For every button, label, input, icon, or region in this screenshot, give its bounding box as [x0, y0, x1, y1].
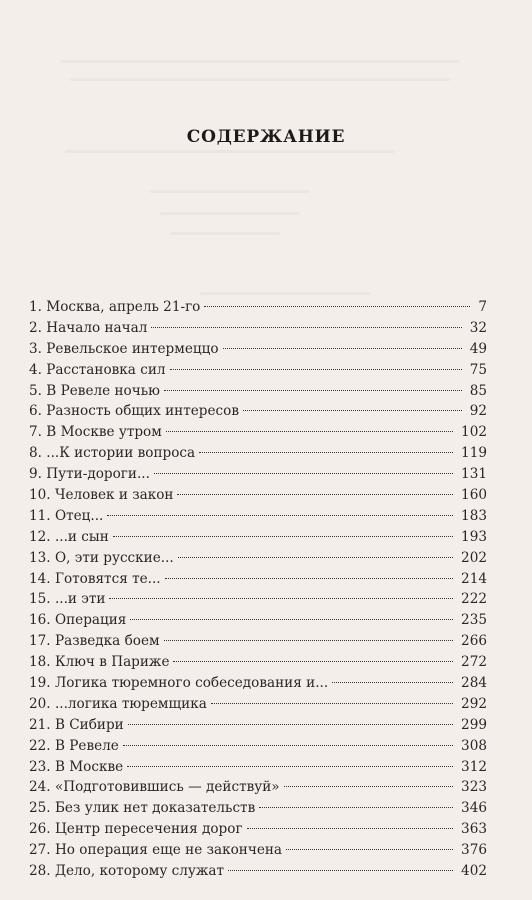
dot-leader	[199, 452, 453, 453]
toc-entry-title: 8. ...К истории вопроса	[29, 445, 196, 462]
toc-entry-title: 4. Расстановка сил	[29, 361, 166, 378]
toc-entry	[29, 381, 487, 402]
toc-entry	[29, 798, 487, 819]
toc-entry-title: 18. Ключ в Париже	[29, 654, 170, 671]
toc-entry	[29, 527, 487, 548]
toc-entry-page-number: 235	[461, 612, 487, 629]
toc-entry	[29, 631, 487, 652]
dot-leader	[228, 870, 453, 871]
toc-entry-page-number: 85	[469, 382, 487, 399]
toc-entry	[29, 610, 487, 631]
toc-entry-title: 6. Разность общих интересов	[29, 403, 239, 420]
dot-leader	[154, 473, 453, 474]
toc-entry-page-number: 193	[461, 528, 487, 545]
dot-leader	[259, 807, 453, 808]
toc-entry-page-number: 49	[469, 340, 487, 357]
dot-leader	[204, 306, 470, 307]
dot-leader	[170, 369, 462, 370]
toc-entry	[29, 401, 487, 422]
toc-entry-page-number: 266	[461, 633, 487, 650]
toc-entry-title: 26. Центр пересечения дорог	[29, 821, 243, 838]
page-title: СОДЕРЖАНИЕ	[186, 127, 346, 148]
toc-entry-title: 28. Дело, которому служат	[29, 863, 225, 880]
toc-entry	[29, 861, 487, 882]
toc-entry-title: 3. Ревельское интермеццо	[29, 340, 219, 357]
toc-entry-page-number: 131	[461, 466, 487, 483]
toc-entry-page-number: 299	[461, 716, 487, 733]
toc-entry	[29, 464, 487, 485]
dot-leader	[177, 494, 453, 495]
dot-leader	[286, 849, 453, 850]
toc-entry-title: 25. Без улик нет доказательств	[29, 800, 256, 817]
toc-entry-page-number: 119	[461, 445, 487, 462]
dot-leader	[107, 515, 453, 516]
toc-entry	[29, 589, 487, 610]
toc-entry	[29, 506, 487, 527]
toc-entry-title: 20. ...логика тюремщика	[29, 695, 207, 712]
toc-entry	[29, 422, 487, 443]
dot-leader	[223, 348, 462, 349]
dot-leader	[165, 578, 453, 579]
toc-entry	[29, 485, 487, 506]
dot-leader	[109, 598, 453, 599]
toc-entry	[29, 339, 487, 360]
dot-leader	[332, 682, 453, 683]
toc-entry-title: 2. Начало начал	[29, 319, 148, 336]
toc-entry	[29, 318, 487, 339]
toc-entry-title: 12. ...и сын	[29, 528, 109, 545]
toc-entry-title: 27. Но операция еще не закончена	[29, 842, 283, 859]
dot-leader	[151, 327, 461, 328]
dot-leader	[130, 619, 453, 620]
toc-entry-page-number: 7	[478, 299, 487, 315]
toc-entry	[29, 673, 487, 694]
toc-entry-title: 7. В Москве утром	[29, 424, 162, 441]
dot-leader	[243, 410, 462, 411]
toc-entry-title: 17. Разведка боем	[29, 633, 160, 650]
toc-entry	[29, 569, 487, 590]
toc-entry-title: 10. Человек и закон	[29, 487, 174, 504]
toc-entry-page-number: 312	[461, 758, 487, 775]
toc-entry-title: 13. О, эти русские...	[29, 549, 174, 566]
dot-leader	[211, 703, 453, 704]
toc-entry-page-number: 92	[469, 403, 487, 420]
toc-entry-page-number: 346	[461, 800, 487, 817]
toc-entry-page-number: 308	[461, 737, 487, 754]
dot-leader	[123, 745, 453, 746]
toc-entry-title: 19. Логика тюремного собеседования и...	[29, 675, 329, 692]
toc-entry-page-number: 160	[461, 487, 487, 504]
toc-entry-page-number: 102	[461, 424, 487, 441]
toc-entry	[29, 840, 487, 861]
toc-entry	[29, 360, 487, 381]
dot-leader	[164, 390, 462, 391]
toc-entry	[29, 548, 487, 569]
dot-leader	[127, 766, 453, 767]
toc-entry-page-number: 292	[461, 695, 487, 712]
dot-leader	[113, 536, 453, 537]
toc-entry-title: 1. Москва, апрель 21-го	[29, 299, 201, 315]
toc-entry	[29, 757, 487, 778]
dot-leader	[128, 724, 453, 725]
toc-entry	[29, 777, 487, 798]
toc-entry-page-number: 183	[461, 507, 487, 524]
toc-entry	[29, 694, 487, 715]
toc-entry-title: 24. «Подготовившись — действуй»	[29, 779, 280, 796]
toc-entry	[29, 297, 487, 318]
toc-entry-page-number: 376	[461, 842, 487, 859]
toc-entry	[29, 819, 487, 840]
toc-entry-title: 14. Готовятся те...	[29, 570, 161, 587]
toc-entry-page-number: 75	[469, 361, 487, 378]
toc-entry-title: 9. Пути-дороги...	[29, 466, 150, 483]
toc-entry-page-number: 272	[461, 654, 487, 671]
dot-leader	[173, 661, 453, 662]
toc-entry	[29, 736, 487, 757]
toc-entry-page-number: 323	[461, 779, 487, 796]
toc-entry-title: 5. В Ревеле ночью	[29, 382, 160, 399]
toc-entry	[29, 715, 487, 736]
dot-leader	[166, 431, 453, 432]
toc-entry-page-number: 284	[461, 675, 487, 692]
toc-entry-page-number: 402	[461, 863, 487, 880]
dot-leader	[164, 640, 453, 641]
toc-entry-page-number: 32	[469, 319, 487, 336]
toc-entry	[29, 443, 487, 464]
toc-entry-title: 23. В Москве	[29, 758, 124, 775]
toc-entry-title: 22. В Ревеле	[29, 737, 119, 754]
toc-entry-title: 11. Отец...	[29, 507, 104, 524]
toc-entry-page-number: 363	[461, 821, 487, 838]
dot-leader	[247, 828, 453, 829]
table-of-contents	[29, 297, 487, 882]
toc-entry-page-number: 214	[461, 570, 487, 587]
toc-entry-page-number: 222	[461, 591, 487, 608]
dot-leader	[178, 557, 453, 558]
toc-entry-title: 16. Операция	[29, 612, 127, 629]
dot-leader	[284, 786, 453, 787]
toc-entry-page-number: 202	[461, 549, 487, 566]
toc-entry-title: 21. В Сибири	[29, 716, 124, 733]
toc-entry	[29, 652, 487, 673]
toc-entry-title: 15. ...и эти	[29, 591, 106, 608]
